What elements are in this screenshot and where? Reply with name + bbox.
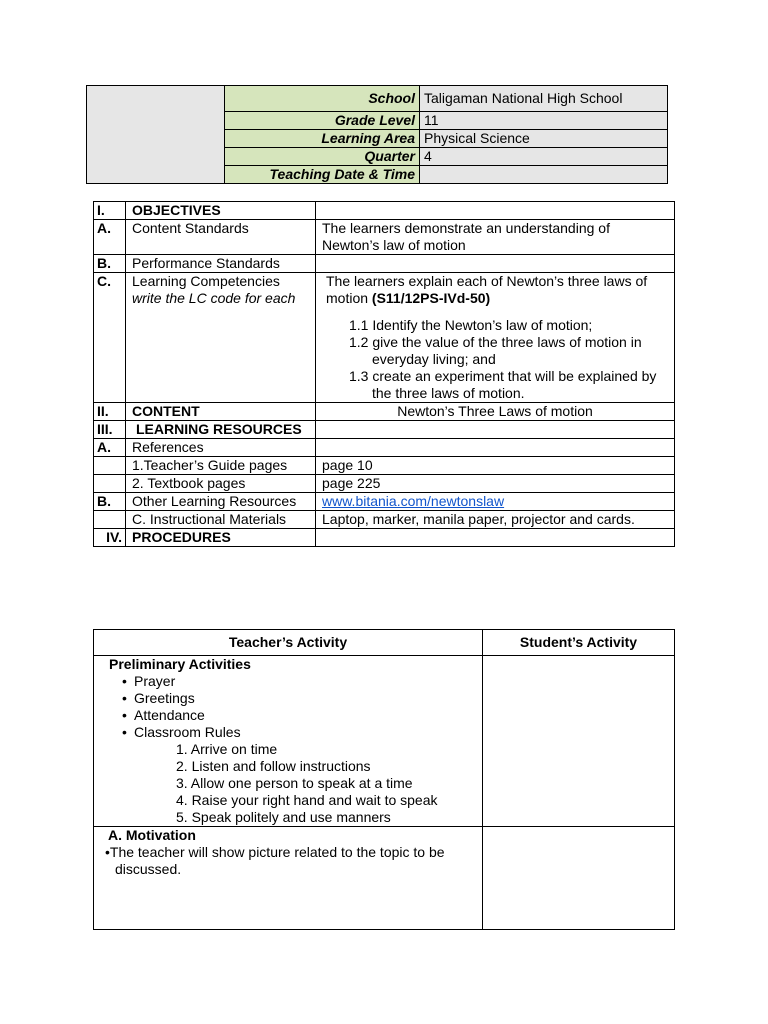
textbook-pages-label: 2. Textbook pages xyxy=(126,475,316,493)
content-standards-number: A. xyxy=(94,220,126,255)
objectives-value xyxy=(316,202,675,220)
procedures-heading: PROCEDURES xyxy=(126,529,316,547)
textbook-pages-row xyxy=(94,475,675,493)
preliminary-list xyxy=(100,673,476,741)
classroom-rules-list xyxy=(100,741,476,826)
lc-objective-item: 1.3 create an experiment that will be explained by the three laws of motion. xyxy=(349,368,657,401)
performance-standards-row xyxy=(94,255,675,273)
learning-competencies-row xyxy=(94,273,675,403)
performance-standards-value xyxy=(316,255,675,273)
motivation-cell xyxy=(94,827,483,930)
classroom-rule-item: 4. Raise your right hand and wait to speak xyxy=(176,792,438,808)
lc-objective-item: 1.1 Identify the Newton’s law of motion; xyxy=(349,317,593,333)
instructional-materials-row xyxy=(94,511,675,529)
preliminary-item: • Greetings xyxy=(134,690,476,707)
procedures-row xyxy=(94,529,675,547)
content-number: II. xyxy=(94,403,126,421)
preliminary-item: • Prayer xyxy=(134,673,476,690)
learning-competencies-number: C. xyxy=(94,273,126,403)
teacher-activity-header: Teacher’s Activity xyxy=(94,630,483,656)
teachers-guide-value: page 10 xyxy=(316,457,675,475)
lc-objective-item: 1.2 give the value of the three laws of motion in everyday living; and xyxy=(349,334,642,367)
classroom-rule-item: 1. Arrive on time xyxy=(176,741,278,757)
quarter-value: 4 xyxy=(420,148,668,166)
preliminary-heading: Preliminary Activities xyxy=(109,656,251,672)
preliminary-item: • Classroom Rules xyxy=(134,724,476,741)
objectives-number: I. xyxy=(94,202,126,220)
classroom-rule-item: 3. Allow one person to speak at a time xyxy=(176,775,413,791)
content-heading: CONTENT xyxy=(126,403,316,421)
school-row xyxy=(87,86,668,112)
lc-statement xyxy=(322,273,668,307)
quarter-label: Quarter xyxy=(225,148,420,166)
motivation-text: The teacher will show picture related to the topic to be discussed. xyxy=(109,844,445,877)
classroom-rule-item: 2. Listen and follow instructions xyxy=(176,758,371,774)
other-resources-row xyxy=(94,493,675,511)
instructional-materials-value: Laptop, marker, manila paper, projector and cards. xyxy=(316,511,675,529)
objectives-heading: OBJECTIVES xyxy=(126,202,316,220)
instructional-materials-number xyxy=(94,511,126,529)
other-resources-number: B. xyxy=(94,493,126,511)
references-label: References xyxy=(126,439,316,457)
motivation-student-cell xyxy=(483,827,675,930)
school-info-table xyxy=(86,85,668,184)
teachers-guide-label: 1.Teacher’s Guide pages xyxy=(126,457,316,475)
references-number: A. xyxy=(94,439,126,457)
other-resources-link[interactable]: www.bitania.com/newtonslaw xyxy=(322,493,505,509)
activity-header-row xyxy=(94,630,675,656)
procedures-number: IV. xyxy=(94,529,126,547)
teachers-guide-number xyxy=(94,457,126,475)
learning-competencies-value xyxy=(316,273,675,403)
content-row xyxy=(94,403,675,421)
learning-resources-row xyxy=(94,421,675,439)
content-standards-label: Content Standards xyxy=(126,220,316,255)
learning-resources-number: III. xyxy=(94,421,126,439)
lesson-plan-table xyxy=(93,201,675,547)
learning-competencies-label: Learning Competencies xyxy=(132,273,280,289)
grade-level-value: 11 xyxy=(420,112,668,130)
lc-code-note: write the LC code for each xyxy=(132,290,296,306)
procedures-value xyxy=(316,529,675,547)
school-label: School xyxy=(225,86,420,112)
textbook-pages-value: page 225 xyxy=(316,475,675,493)
classroom-rule-item: 5. Speak politely and use manners xyxy=(176,809,391,825)
instructional-materials-label: C. Instructional Materials xyxy=(126,511,316,529)
textbook-pages-number xyxy=(94,475,126,493)
blank-logo-cell xyxy=(87,86,225,184)
preliminary-item: • Attendance xyxy=(134,707,476,724)
content-standards-value: The learners demonstrate an understanding of Newton’s law of motion xyxy=(316,220,675,255)
references-row xyxy=(94,439,675,457)
preliminary-cell xyxy=(94,656,483,827)
motivation-row xyxy=(94,827,675,930)
teachers-guide-row xyxy=(94,457,675,475)
lc-text: The learners explain each of Newton’s three laws of motion xyxy=(326,273,648,306)
content-value: Newton’s Three Laws of motion xyxy=(316,403,675,421)
activity-table xyxy=(93,629,675,930)
motivation-heading: A. Motivation xyxy=(108,827,196,843)
lc-objectives-list xyxy=(322,317,668,402)
motivation-item xyxy=(100,844,476,878)
learning-area-value: Physical Science xyxy=(420,130,668,148)
lc-code: (S11/12PS-IVd-50) xyxy=(371,290,491,306)
grade-level-label: Grade Level xyxy=(225,112,420,130)
other-resources-label: Other Learning Resources xyxy=(126,493,316,511)
learning-resources-heading: LEARNING RESOURCES xyxy=(126,421,316,439)
learning-resources-value xyxy=(316,421,675,439)
learning-competencies-cell xyxy=(126,273,316,403)
objectives-row xyxy=(94,202,675,220)
teaching-date-label: Teaching Date & Time xyxy=(225,166,420,184)
school-value: Taligaman National High School xyxy=(420,86,668,112)
performance-standards-label: Performance Standards xyxy=(126,255,316,273)
teaching-date-value xyxy=(420,166,668,184)
student-activity-header: Student’s Activity xyxy=(483,630,675,656)
preliminary-student-cell xyxy=(483,656,675,827)
performance-standards-number: B. xyxy=(94,255,126,273)
content-standards-row xyxy=(94,220,675,255)
preliminary-row xyxy=(94,656,675,827)
other-resources-value xyxy=(316,493,675,511)
references-value xyxy=(316,439,675,457)
learning-area-label: Learning Area xyxy=(225,130,420,148)
